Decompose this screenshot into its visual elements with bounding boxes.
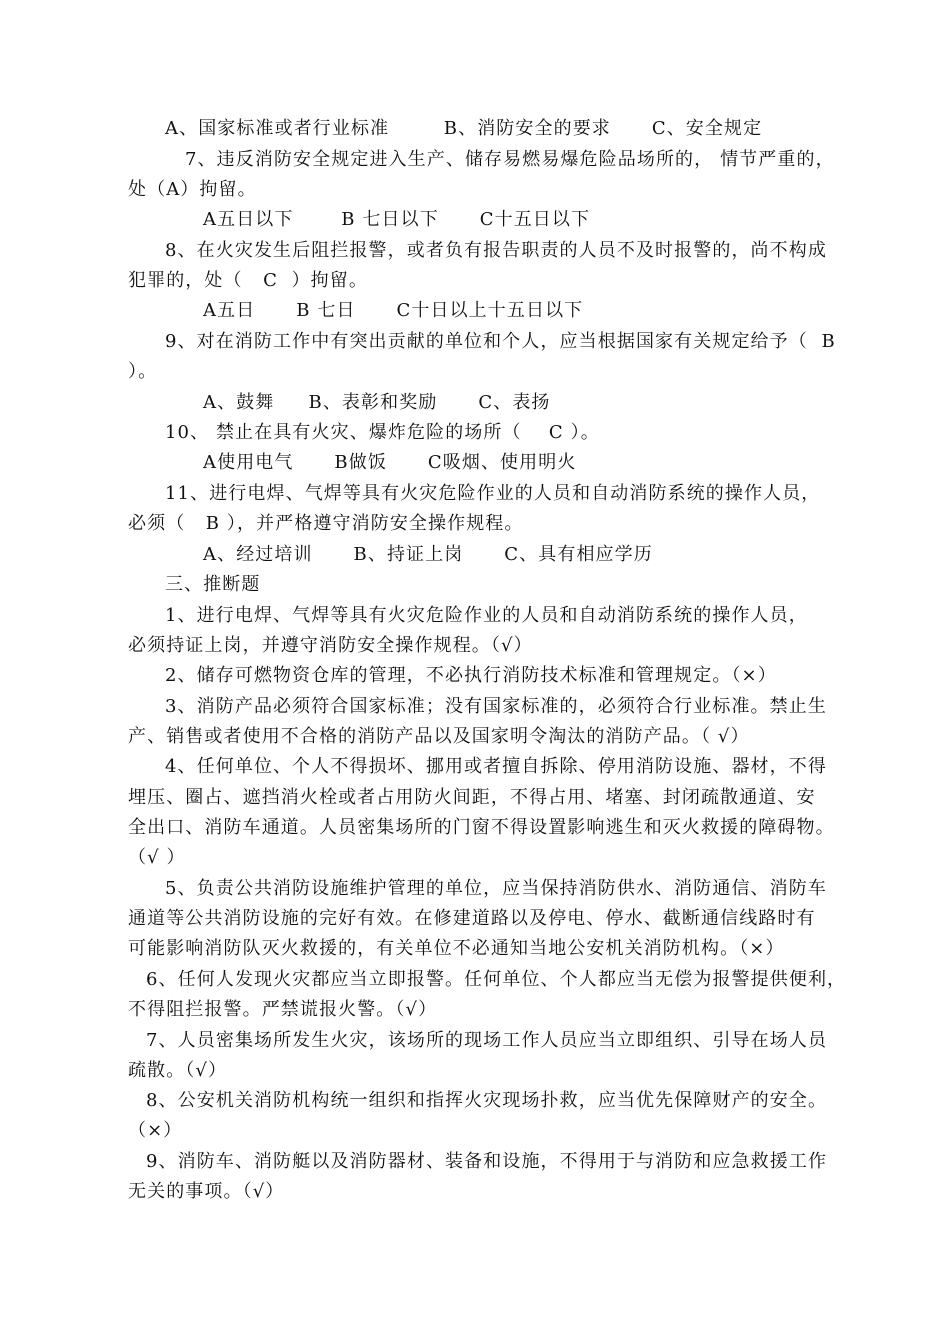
tf1-text: 1、进行电焊、气焊等具有火灾危险作业的人员和自动消防系统的操作人员， xyxy=(165,605,808,626)
tf7-text-cont: 疏散。（√） xyxy=(128,1060,228,1081)
q8-text-cont: 犯罪的，处（ C ）拘留。 xyxy=(128,270,368,291)
q8-text: 8、在火灾发生后阻拦报警，或者负有报告职责的人员不及时报警的，尚不构成 xyxy=(165,240,827,261)
tf1-text-cont: 必须持证上岗，并遵守消防安全操作规程。（√） xyxy=(128,635,533,656)
tf9-text-cont: 无关的事项。（√） xyxy=(128,1181,285,1202)
tf2-text: 2、储存可燃物资仓库的管理，不必执行消防技术标准和管理规定。（×） xyxy=(165,665,777,686)
tf5-text-cont-2: 可能影响消防队灭火救援的，有关单位不必通知当地公安机关消防机构。（×） xyxy=(128,938,785,959)
tf4-text-cont-2: 全出口、消防车通道。人员密集场所的门窗不得设置影响逃生和灭火救援的障碍物。 xyxy=(128,817,835,838)
tf4-answer: （√ ） xyxy=(128,847,186,868)
tf5-text-cont-1: 通道等公共消防设施的完好有效。在修建道路以及停电、停水、截断通信线路时有 xyxy=(128,908,816,929)
q9-text-cont: ）。 xyxy=(128,361,158,382)
q9-text: 9、对在消防工作中有突出贡献的单位和个人，应当根据国家有关规定给予（ B xyxy=(165,331,836,352)
q9-options: A、鼓舞 B、表彰和奖励 C、表扬 xyxy=(203,392,551,413)
tf3-text-cont: 产、销售或者使用不合格的消防产品以及国家明令淘汰的消防产品。（ √） xyxy=(128,726,750,747)
tf7-text: 7、人员密集场所发生火灾，该场所的现场工作人员应当立即组织、引导在场人员 xyxy=(146,1030,828,1051)
q10-text: 10、 禁止在具有火灾、爆炸危险的场所（ C ）。 xyxy=(165,422,600,443)
q6-options: A、国家标准或者行业标准 B、消防安全的要求 C、安全规定 xyxy=(165,118,763,139)
tf5-text: 5、负责公共消防设施维护管理的单位，应当保持消防供水、消防通信、消防车 xyxy=(165,878,827,899)
tf6-text: 6、任何人发现火灾都应当立即报警。任何单位、个人都应当无偿为报警提供便利， xyxy=(146,969,847,990)
tf8-text: 8、公安机关消防机构统一组织和指挥火灾现场扑救，应当优先保障财产的安全。 xyxy=(146,1090,828,1111)
q11-options: A、经过培训 B、持证上岗 C、具有相应学历 xyxy=(203,544,653,565)
q7-text-cont: 处（A）拘留。 xyxy=(128,179,257,200)
q11-text-cont: 必须（ B ），并严格遵守消防安全操作规程。 xyxy=(128,513,524,534)
q7-text: 7、违反消防安全规定进入生产、储存易燃易爆危险品场所的， 情节严重的， xyxy=(185,149,835,170)
q7-options: A五日以下 B 七日以下 C十五日以下 xyxy=(203,209,591,230)
tf4-text: 4、任何单位、个人不得损坏、挪用或者擅自拆除、停用消防设施、器材，不得 xyxy=(165,756,827,777)
q8-options: A五日 B 七日 C十日以上十五日以下 xyxy=(203,300,584,321)
tf9-text: 9、消防车、消防艇以及消防器材、装备和设施，不得用于与消防和应急救援工作 xyxy=(146,1151,828,1172)
tf4-text-cont-1: 埋压、圈占、遮挡消火栓或者占用防火间距，不得占用、堵塞、封闭疏散通道、安 xyxy=(128,787,816,808)
q10-options: A使用电气 B做饭 C吸烟、使用明火 xyxy=(203,452,577,473)
tf8-answer: （×） xyxy=(128,1120,183,1141)
q11-text: 11、进行电焊、气焊等具有火灾危险作业的人员和自动消防系统的操作人员， xyxy=(165,483,821,504)
tf3-text: 3、消防产品必须符合国家标准；没有国家标准的，必须符合行业标准。禁止生 xyxy=(165,696,827,717)
tf6-text-cont: 不得阻拦报警。严禁谎报火警。（√） xyxy=(128,999,438,1020)
section-heading: 三、推断题 xyxy=(165,574,261,595)
